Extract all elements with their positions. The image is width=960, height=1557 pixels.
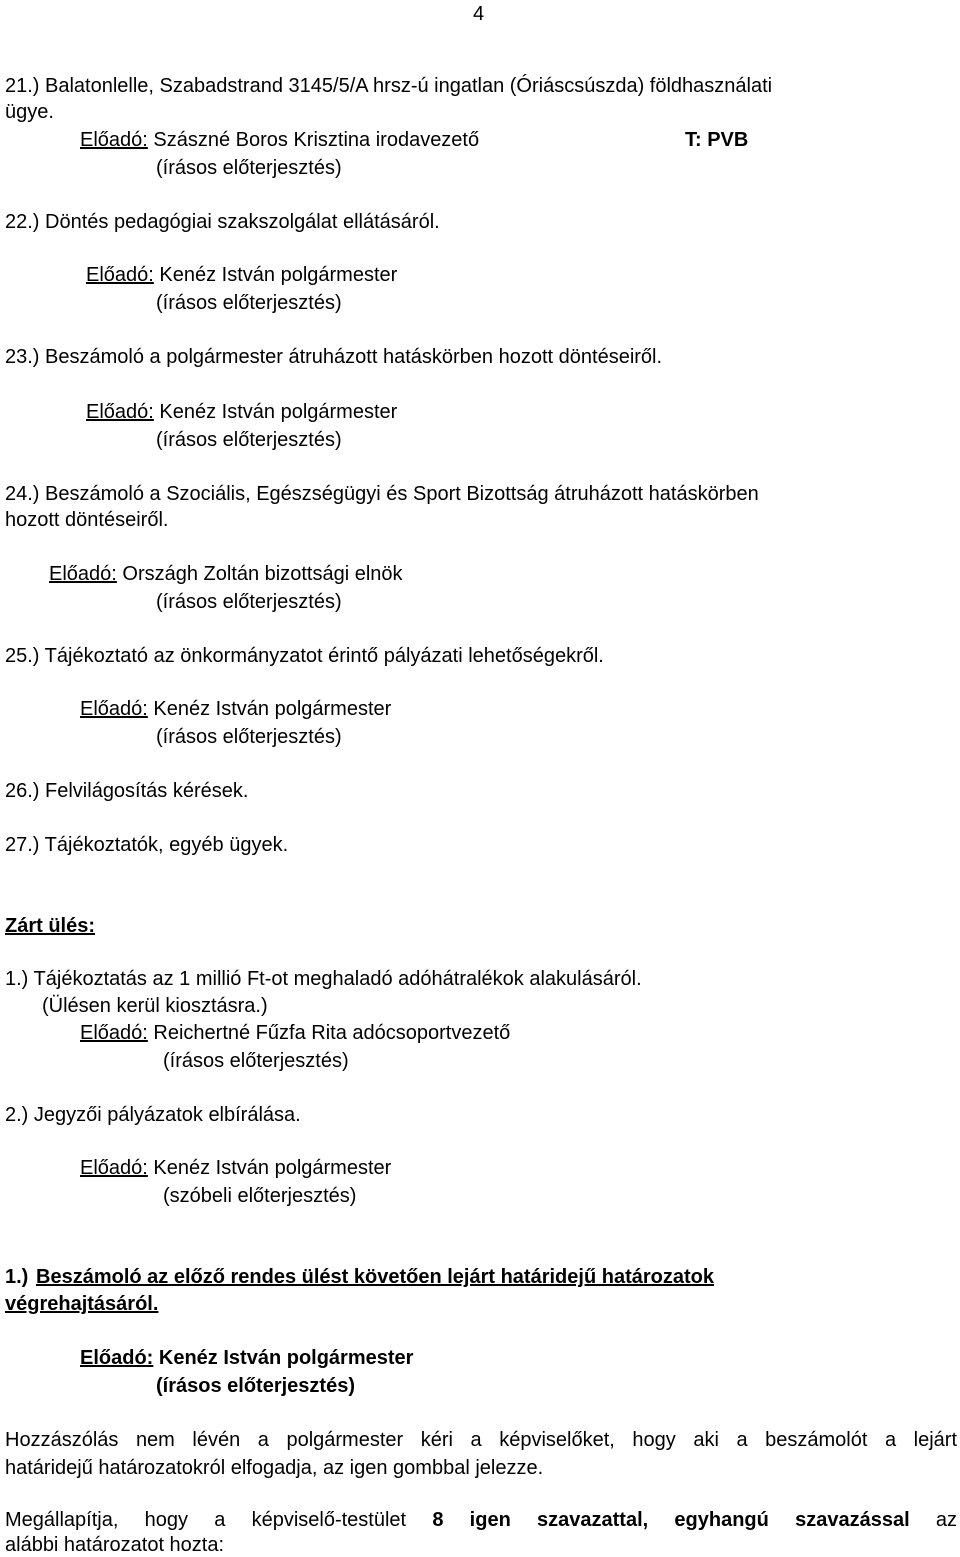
presenter-label: Előadó: bbox=[80, 1022, 148, 1044]
agenda-item-27-title: 27.) Tájékoztatók, egyéb ügyek. bbox=[5, 834, 289, 856]
vote-result: 8 igen szavazattal, egyhangú szavazással bbox=[432, 1509, 910, 1531]
agenda-item-25-title: 25.) Tájékoztató az önkormányzatot érintő pályázati lehetőségekről. bbox=[5, 645, 604, 667]
closed-item-2-doc: (szóbeli előterjesztés) bbox=[163, 1185, 357, 1207]
presenter-label: Előadó: bbox=[49, 563, 117, 585]
agenda-item-22-presenter bbox=[86, 263, 397, 287]
section-1-presenter bbox=[80, 1346, 413, 1370]
agenda-item-24-title: 24.) Beszámoló a Szociális, Egészségügyi és Sport Bizottság átruházott hatáskörben bbox=[5, 483, 759, 505]
agenda-item-24-presenter bbox=[49, 562, 403, 586]
presenter-label: Előadó: bbox=[86, 401, 154, 423]
agenda-item-25-presenter bbox=[80, 697, 391, 721]
closed-session-heading: Zárt ülés: bbox=[5, 915, 96, 937]
closed-item-2-title: 2.) Jegyzői pályázatok elbírálása. bbox=[5, 1104, 301, 1126]
agenda-item-22-doc: (írásos előterjesztés) bbox=[156, 292, 342, 314]
presenter-name: Reichertné Fűzfa Rita adócsoportvezető bbox=[147, 1022, 511, 1044]
presenter-label: Előadó: bbox=[80, 1157, 148, 1179]
presenter-name: Kenéz István polgármester bbox=[147, 698, 392, 720]
agenda-item-25-doc: (írásos előterjesztés) bbox=[156, 726, 342, 748]
section-1-number: 1.) bbox=[5, 1266, 29, 1288]
closed-item-1-title: 1.) Tájékoztatás az 1 millió Ft-ot meghaladó adóhátralékok alakulásáról. bbox=[5, 968, 642, 990]
presenter-label: Előadó: bbox=[80, 698, 148, 720]
closed-item-2-presenter bbox=[80, 1156, 391, 1180]
paragraph-2-end: az bbox=[909, 1509, 957, 1531]
agenda-item-23-doc: (írásos előterjesztés) bbox=[156, 429, 342, 451]
closed-item-1-presenter bbox=[80, 1021, 510, 1045]
section-1-paragraph-2 bbox=[5, 1508, 957, 1532]
agenda-item-23-presenter bbox=[86, 400, 397, 424]
agenda-item-21-doc: (írásos előterjesztés) bbox=[156, 157, 342, 179]
paragraph-2-start: Megállapítja, hogy a képviselő-testület bbox=[5, 1509, 433, 1531]
section-1-paragraph-1: Hozzászólás nem lévén a polgármester kéri a képviselőket, hogy aki a beszámolót a lejárt bbox=[5, 1429, 957, 1451]
presenter-name: Szászné Boros Krisztina irodavezető bbox=[147, 129, 480, 151]
presenter-name: Kenéz István polgármester bbox=[147, 1157, 392, 1179]
presenter-name: Országh Zoltán bizottsági elnök bbox=[116, 563, 403, 585]
closed-item-1-note: (Ülésen kerül kiosztásra.) bbox=[42, 995, 268, 1017]
presenter-name: Kenéz István polgármester bbox=[153, 264, 398, 286]
agenda-item-21-title: 21.) Balatonlelle, Szabadstrand 3145/5/A hrsz-ú ingatlan (Óriáscsúszda) földhasználati bbox=[5, 75, 773, 97]
presenter-label: Előadó: bbox=[80, 1347, 154, 1369]
agenda-item-24-doc: (írásos előterjesztés) bbox=[156, 591, 342, 613]
agenda-item-21-deadline: T: PVB bbox=[685, 129, 749, 151]
presenter-name: Kenéz István polgármester bbox=[153, 1347, 414, 1369]
section-1-paragraph-1-cont: határidejű határozatokról elfogadja, az igen gombbal jelezze. bbox=[5, 1457, 544, 1479]
section-1-title-cont: végrehajtásáról. bbox=[5, 1293, 159, 1315]
agenda-item-26-title: 26.) Felvilágosítás kérések. bbox=[5, 780, 249, 802]
agenda-item-21-presenter bbox=[80, 128, 479, 152]
page-number: 4 bbox=[473, 3, 485, 25]
presenter-label: Előadó: bbox=[86, 264, 154, 286]
presenter-name: Kenéz István polgármester bbox=[153, 401, 398, 423]
agenda-item-22-title: 22.) Döntés pedagógiai szakszolgálat ellátásáról. bbox=[5, 211, 440, 233]
agenda-item-21-title-cont: ügye. bbox=[5, 101, 54, 123]
section-1-title: Beszámoló az előző rendes ülést követően lejárt határidejű határozatok bbox=[36, 1266, 714, 1288]
presenter-label: Előadó: bbox=[80, 129, 148, 151]
section-1-paragraph-2-cont: alábbi határozatot hozta: bbox=[5, 1534, 225, 1556]
section-1-doc: (írásos előterjesztés) bbox=[156, 1375, 355, 1397]
agenda-item-23-title: 23.) Beszámoló a polgármester átruházott hatáskörben hozott döntéseiről. bbox=[5, 346, 663, 368]
closed-item-1-doc: (írásos előterjesztés) bbox=[163, 1050, 349, 1072]
agenda-item-24-title-cont: hozott döntéseiről. bbox=[5, 509, 169, 531]
